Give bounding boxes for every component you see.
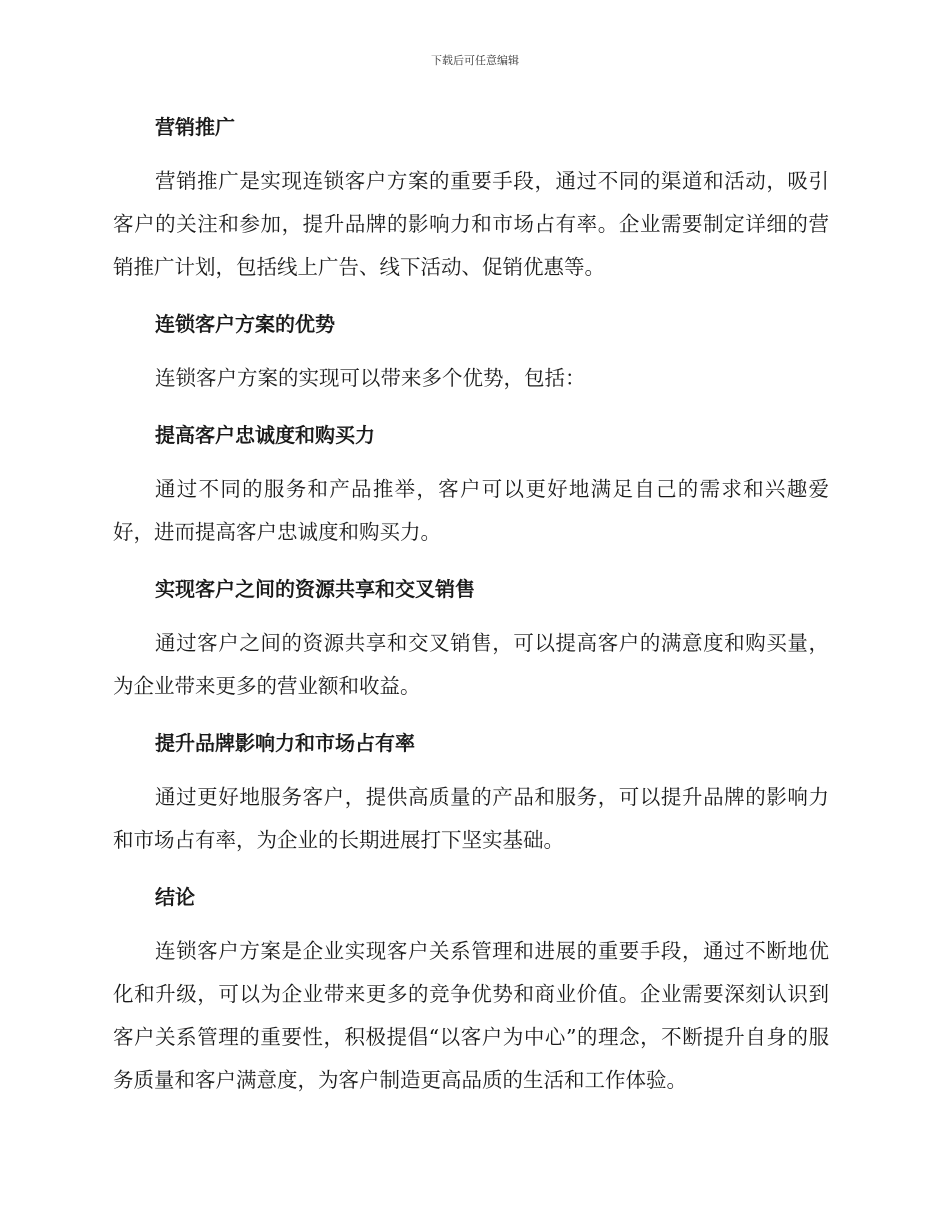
section-paragraph-brand-influence: 通过更好地服务客户，提供高质量的产品和服务，可以提升品牌的影响力和市场占有率，为企业的长期进展打下坚实基础。: [113, 785, 829, 852]
section-heading-resource-sharing: 实现客户之间的资源共享和交叉销售: [155, 577, 475, 601]
section-heading-advantages: 连锁客户方案的优势: [155, 312, 335, 336]
section-paragraph-conclusion: 连锁客户方案是企业实现客户关系管理和进展的重要手段，通过不断地优化和升级，可以为企业带来更多的竞争优势和商业价值。企业需要深刻认识到客户关系管理的重要性，积极提倡“以客户为中心”的理念，不断提升自身的服务质量和客户满意度，为客户制造更高品质的生活和工作体验。: [113, 939, 829, 1092]
section-paragraph-marketing: 营销推广是实现连锁客户方案的重要手段，通过不同的渠道和活动，吸引客户的关注和参加，提升品牌的影响力和市场占有率。企业需要制定详细的营销推广计划，包括线上广告、线下活动、促销优惠等。: [113, 169, 829, 279]
section-heading-marketing: 营销推广: [155, 115, 235, 139]
section-heading-loyalty: 提高客户忠诚度和购买力: [155, 423, 375, 447]
section-paragraph-resource-sharing: 通过客户之间的资源共享和交叉销售，可以提高客户的满意度和购买量，为企业带来更多的营业额和收益。: [113, 631, 829, 698]
page-header: 下载后可任意编辑: [431, 54, 519, 67]
section-paragraph-advantages: 连锁客户方案的实现可以带来多个优势，包括：: [155, 366, 586, 390]
section-paragraph-loyalty: 通过不同的服务和产品推举，客户可以更好地满足自己的需求和兴趣爱好，进而提高客户忠诚度和购买力。: [113, 477, 829, 544]
section-heading-brand-influence: 提升品牌影响力和市场占有率: [155, 731, 415, 755]
section-heading-conclusion: 结论: [155, 885, 195, 909]
document-body: [113, 108, 829, 1102]
